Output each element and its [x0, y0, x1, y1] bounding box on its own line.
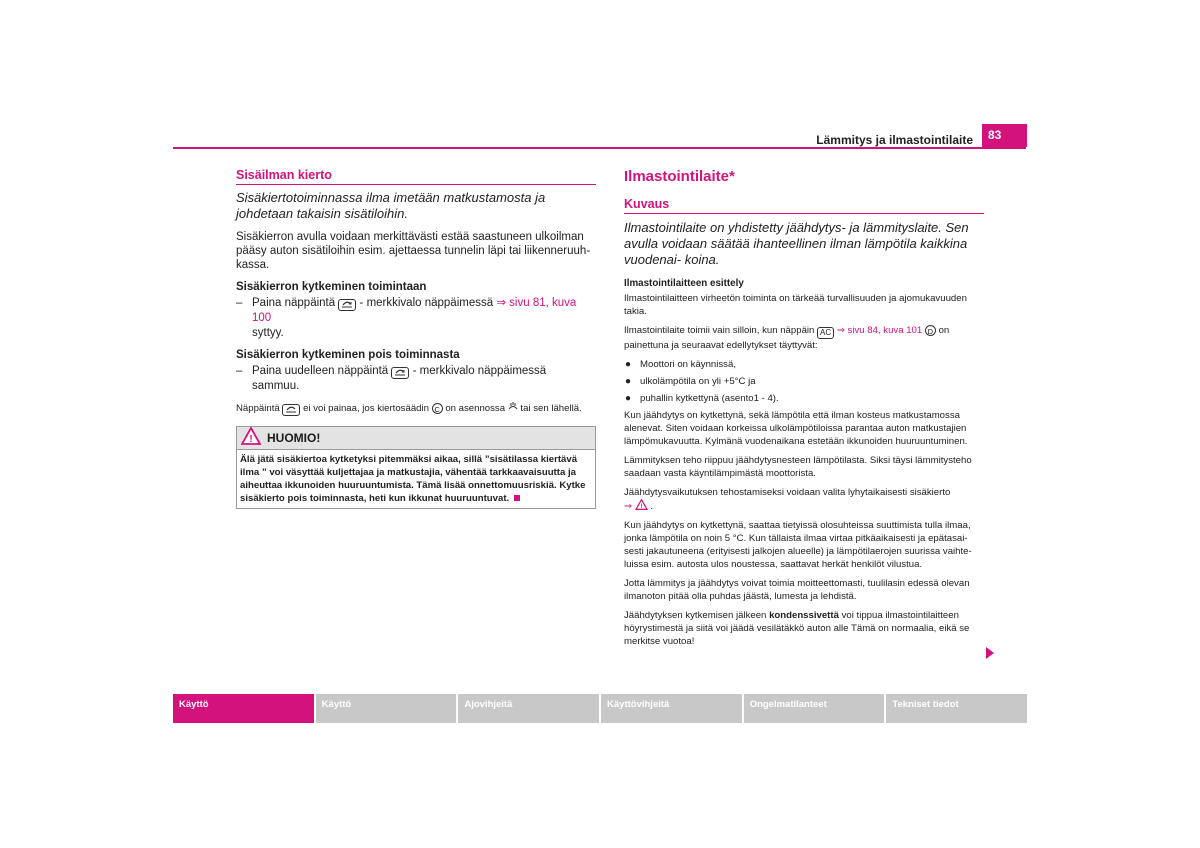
heading-switch-off: Sisäkierron kytkeminen pois toiminnasta	[236, 349, 460, 361]
page-title: Ilmastointilaite*	[624, 168, 735, 185]
tab-kaytto-active[interactable]: Käyttö	[173, 694, 314, 723]
warning-triangle-icon	[241, 427, 261, 450]
step-switch-off: – Paina uudelleen näppäintä - merkkivalo näppäimessä sammuu.	[236, 365, 547, 392]
windscreen-defrost-icon	[508, 403, 521, 414]
paragraph-8: Jäähdytyksen kytkemisen jälkeen kondenssivettä voi tippua ilmastointilaitteen höyrystimestä ja siitä voi jäädä vesilätäkkö auton alle Tämä on normaalia, eikä se merkitse vuotoa!	[624, 610, 970, 647]
tab-tekniset-tiedot[interactable]: Tekniset tiedot	[886, 694, 1027, 723]
step-switch-on: – Paina näppäintä - merkkivalo näppäimessä ⇒ sivu 81, kuva 100 syttyy.	[236, 297, 577, 339]
list-item: ● ulkolämpötila on yli +5°C ja	[625, 376, 756, 387]
warning-header	[237, 427, 595, 450]
paragraph-2: Ilmastointilaite toimii vain silloin, kun näppäin AC ⇒ sivu 84, kuva 101 D on painettuna ja seuraavat edellytykset täyttyvät:	[624, 325, 950, 351]
warning-title: HUOMIO!	[267, 431, 321, 445]
chapter-tabs	[173, 694, 1027, 723]
page-number: 83	[982, 124, 1027, 147]
ref-link-page-84[interactable]: ⇒ sivu 84, kuva 101	[836, 325, 923, 336]
heading-switch-on: Sisäkierron kytkeminen toimintaan	[236, 281, 427, 293]
tab-kaytto[interactable]: Käyttö	[316, 694, 457, 723]
warning-body: Älä jätä sisäkiertoa kytketyksi pitemmäksi aikaa, sillä ”sisätilassa kiertävä ilma ” voi väsyttää kuljettajaa ja matkustajia, vähentää tarkkaavaisuutta ja aiheuttaa ikkunoiden huuruuntumista. Tämä lisää onnettomuusriskiä. Kytke sisäkierto pois toiminnasta, heti kun ikkunat huuruuntuvat.	[240, 454, 586, 504]
ref-link-page-81[interactable]: ⇒ sivu 81, kuva 100	[252, 297, 577, 324]
paragraph-3: Kun jäähdytys on kytkettynä, sekä lämpötila että ilman kosteus matkustamossa alenevat. Siten voidaan korkeissa ulkolämpötiloissa parantaa auton matkustajien lämpömukavuutta. Kylmänä vuodenaikana estetään ikkunoiden huuruuntuminen.	[624, 410, 968, 447]
step-off-text-b: - merkkivalo näppäimessä sammuu.	[252, 365, 547, 392]
paragraph-recirculation: Sisäkierron avulla voidaan merkittävästi estää saastuneen ulkoilman pääsy auton sisätiloihin esim. ajettaessa tunnelin läpi tai liikenneruuh- kassa.	[236, 231, 591, 271]
heading-recirculation: Sisäilman kierto	[236, 168, 596, 185]
warning-triangle-icon[interactable]	[635, 501, 651, 512]
conditions-list	[624, 358, 984, 405]
tab-ajovihjeita[interactable]: Ajovihjeitä	[458, 694, 599, 723]
left-column	[236, 168, 596, 509]
paragraph-4: Lämmityksen teho riippuu jäähdytysnesteen lämpötilasta. Siksi täysi lämmitysteho saadaan vasta käyntilämpimästä moottorista.	[624, 455, 972, 479]
recirculation-key-icon	[282, 404, 300, 416]
tab-kayttovihjeita[interactable]: Käyttövihjeitä	[601, 694, 742, 723]
recirculation-key-icon	[391, 367, 409, 379]
paragraph-7: Jotta lämmitys ja jäähdytys voivat toimia moitteettomasti, tuulilasin edessä olevan ilmanoton pitää olla puhdas jäästä, lumesta ja lehdistä.	[624, 578, 970, 602]
step-off-text-a: Paina uudelleen näppäintä	[252, 365, 389, 377]
tab-ongelmatilanteet[interactable]: Ongelmatilanteet	[744, 694, 885, 723]
step-on-text-b: - merkkivalo näppäimessä	[359, 297, 494, 309]
svg-text:!: !	[640, 503, 643, 510]
warning-box	[236, 426, 596, 509]
header-rule	[173, 147, 1026, 149]
heading-ac-intro: Ilmastointilaitteen esittely	[624, 278, 744, 289]
ac-key: AC	[817, 327, 834, 339]
intro-recirculation: Sisäkiertotoiminnassa ilma imetään matkustamosta ja johdetaan takaisin sisätiloihin.	[236, 190, 546, 221]
step-on-text-a: Paina näppäintä	[252, 297, 336, 309]
paragraph-6: Kun jäähdytys on kytkettynä, saattaa tietyissä olosuhteissa suuttimista tulla ilmaa, jonka lämpötila on noin 5 °C. Kun tällaista ilmaa virtaa pitkäaikaisesti ja epätasai- sesti jakautuneena (erityisesti jalkojen alueelle) ja lämpötilaerojen suurissa vaihte- luissa esim. autosta ulos noustessa, saattavat herkät henkilöt vilustua.	[624, 520, 972, 570]
list-item: ● puhallin kytkettynä (asento1 - 4).	[625, 393, 779, 404]
end-marker-icon	[514, 495, 520, 501]
ref-arrow: ⇒	[624, 501, 633, 512]
next-page-arrow-icon[interactable]	[986, 647, 994, 659]
marker-d: D	[925, 325, 936, 336]
right-column	[624, 168, 984, 654]
paragraph-1: Ilmastointilaitteen virheetön toiminta on tärkeää turvallisuuden ja ajomukavuuden takia.	[624, 293, 967, 317]
svg-text:!: !	[249, 433, 253, 445]
dial-c-marker: C	[432, 403, 443, 414]
paragraph-5: Jäähdytysvaikutuksen tehostamiseksi voidaan valita lyhytaikaisesti sisäkierto ⇒ ! .	[624, 487, 951, 512]
intro-ac: Ilmastointilaite on yhdistetty jäähdytys- ja lämmityslaite. Sen avulla voidaan säätää ihanteellinen ilman lämpötila kaikkina vuodenai- koina.	[624, 220, 969, 267]
note-recirculation: Näppäintä ei voi painaa, jos kiertosäädin C on asennossa tai sen lähellä.	[236, 403, 582, 414]
recirculation-key-icon	[338, 299, 356, 311]
heading-description: Kuvaus	[624, 197, 984, 214]
list-item: ● Moottori on käynnissä,	[625, 359, 736, 370]
step-on-text-c: syttyy.	[252, 327, 284, 339]
section-title: Lämmitys ja ilmastointilaite	[816, 133, 973, 147]
